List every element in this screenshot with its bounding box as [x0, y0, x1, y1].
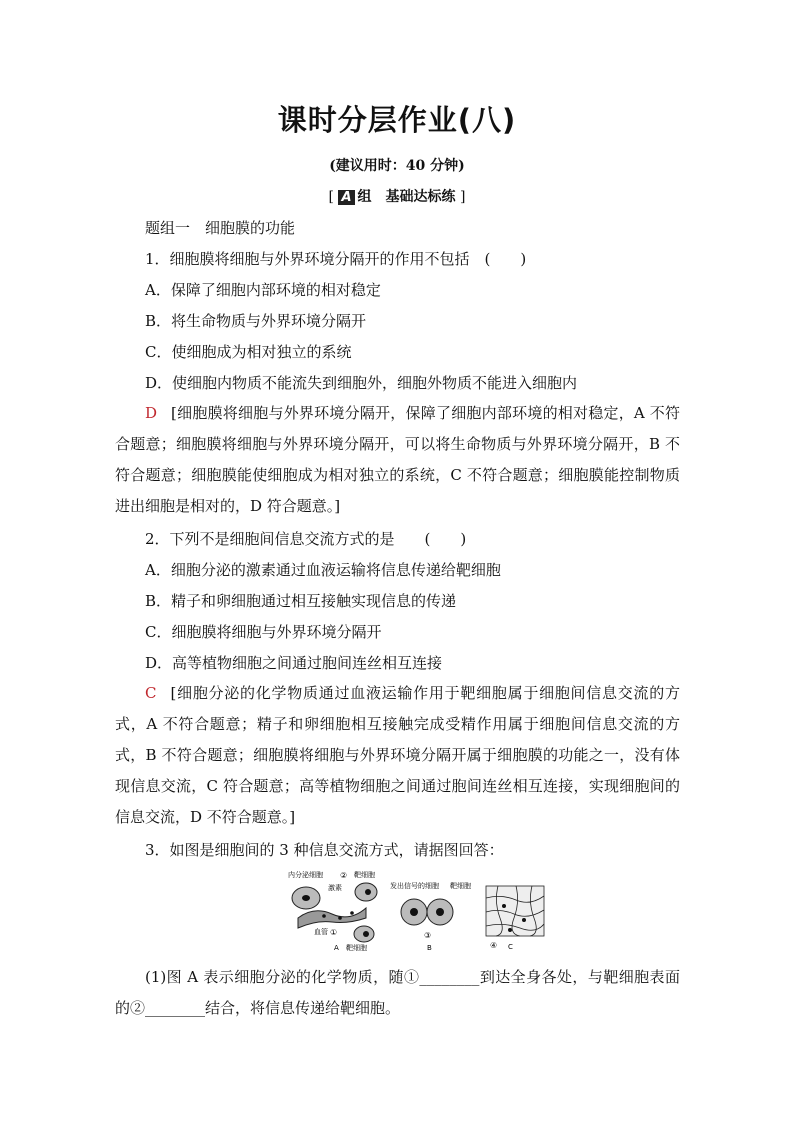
num-4: ④: [490, 941, 498, 950]
label-target-bottom: 靶细胞: [346, 944, 367, 952]
blood-vessel: [298, 908, 366, 928]
q2-option-b: B．精子和卵细胞通过相互接触实现信息的传递: [145, 592, 457, 610]
q2-answer: C: [145, 684, 157, 702]
q2-stem: 2．下列不是细胞间信息交流方式的是 ( ): [145, 530, 467, 548]
label-signal-cell: 发出信号的细胞: [390, 882, 439, 890]
label-endocrine-cell: 内分泌细胞: [288, 871, 323, 879]
num-2: ②: [340, 871, 348, 880]
num-3: ③: [424, 931, 432, 940]
panel-a: [288, 870, 377, 952]
target-nucleus-bottom: [363, 931, 369, 937]
label-b: B: [427, 944, 432, 952]
label-vessel: 血管: [314, 928, 328, 936]
q1-answer: D: [145, 404, 158, 422]
plasmodesma-dot: [508, 928, 512, 932]
suggested-time: (建议用时：40 分钟): [329, 158, 465, 174]
signal-cell-nucleus: [410, 908, 418, 916]
q1-explanation-text: [细胞膜将细胞与外界环境分隔开，保障了细胞内部环境的相对稳定，A 不符合题意；细胞膜将细胞与外界环境分隔开，可以将生命物质与外界环境分隔开，B 不符合题意；细胞膜能使细胞成为相对独立的系统，C 不符合题意；细胞膜能控制物质进出细胞是相对的，D 符合题意。]: [115, 404, 680, 515]
q2-explanation-text: [细胞分泌的化学物质通过血液运输作用于靶细胞属于细胞间信息交流的方式，A 不符合题意；精子和卵细胞相互接触完成受精作用属于细胞间信息交流的方式，B 不符合题意；细胞膜将细胞与外界环境分隔开属于细胞膜的功能之一，没有体现信息交流，C 符合题意；高等植物细胞之间通过胞间连丝相互连接，实现细胞间的信息交流，D 不符合题意。]: [115, 684, 680, 826]
group-badge: A: [338, 190, 354, 205]
q1-explanation: [115, 398, 680, 522]
plant-cells-block: [486, 886, 544, 936]
num-1: ①: [330, 928, 338, 937]
hormone-dot: [350, 911, 354, 915]
group-bracket-close: ]: [459, 189, 466, 205]
q2-explanation: [115, 678, 680, 833]
label-target-b: 靶细胞: [450, 882, 471, 890]
group-bracket-open: [: [328, 189, 335, 205]
label-hormone: 激素: [328, 884, 342, 892]
q1-stem: 1．细胞膜将细胞与外界环境分隔开的作用不包括 ( ): [145, 250, 527, 268]
hormone-dot: [322, 914, 326, 918]
q1-option-d: D．使细胞内物质不能流失到细胞外，细胞外物质不能进入细胞内: [145, 374, 578, 392]
section-label: 题组一 细胞膜的功能: [145, 219, 296, 237]
plasmodesma-dot: [522, 918, 526, 922]
q1-option-b: B．将生命物质与外界环境分隔开: [145, 312, 367, 330]
target-nucleus-top: [365, 889, 371, 895]
hormone-dot: [338, 916, 342, 920]
group-heading: [0, 186, 794, 206]
q3-stem: 3．如图是细胞间的 3 种信息交流方式，请据图回答：: [145, 841, 504, 859]
group-text: 组 基础达标练: [357, 189, 456, 205]
q1-option-c: C．使细胞成为相对独立的系统: [145, 343, 352, 361]
target-cell-b-nucleus: [436, 908, 444, 916]
q2-option-c: C．细胞膜将细胞与外界环境分隔开: [145, 623, 382, 641]
q3-sub1: (1)图 A 表示细胞分泌的化学物质，随①________到达全身各处，与靶细胞表面的②________结合，将信息传递给靶细胞。: [115, 968, 680, 1017]
cell-signaling-figure: [284, 868, 552, 954]
q2-option-a: A．细胞分泌的激素通过血液运输将信息传递给靶细胞: [145, 561, 501, 579]
q2-option-d: D．高等植物细胞之间通过胞间连丝相互连接: [145, 654, 443, 672]
q1-option-a: A．保障了细胞内部环境的相对稳定: [145, 281, 381, 299]
endocrine-nucleus: [302, 895, 310, 901]
plasmodesma-dot: [502, 904, 506, 908]
page-title: 课时分层作业(八): [277, 103, 517, 137]
panel-c: [486, 886, 544, 951]
label-a: A: [334, 944, 339, 952]
label-target-top: 靶细胞: [354, 871, 375, 879]
label-c: C: [508, 943, 513, 951]
panel-b: [390, 881, 471, 952]
